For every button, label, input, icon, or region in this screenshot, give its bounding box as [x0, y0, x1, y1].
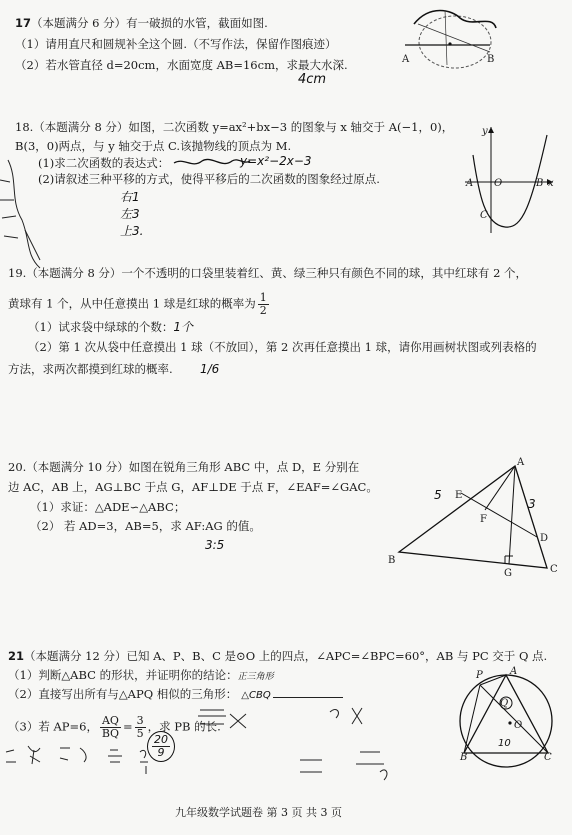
q21-line1: 21（本题满分 12 分）已知 A、P、B、C 是⊙O 上的四点，∠APC=∠BPC=60°，AB 与 PC 交于 Q 点.: [8, 649, 548, 663]
q17-number: 17: [15, 16, 32, 30]
q20-line4: （2） 若 AD=3，AB=5，求 AF:AG 的值。: [30, 519, 261, 533]
q20-fig-E: E: [455, 490, 463, 501]
q21-hand-shape: 正三角形: [237, 672, 274, 682]
q21-fig-A: A: [510, 666, 518, 677]
q21-hand-sim: △CBQ: [241, 690, 271, 701]
q21-answer-blank: [273, 697, 343, 698]
q18-hand-expression: y=x²−2x−3: [240, 154, 312, 168]
q20-fig-B: B: [388, 555, 396, 566]
q21-fig-Q: Q: [500, 698, 509, 709]
q18-fig-y: y: [482, 126, 488, 137]
q21-fig-C: C: [544, 752, 552, 763]
q20-fig-A: A: [517, 457, 525, 468]
margin-scribble: [0, 160, 50, 270]
q18-hand-1: 右1: [120, 190, 140, 204]
page-footer: 九年级数学试题卷 第 3 页 共 3 页: [175, 806, 342, 819]
q17-fig-label-B: B: [487, 54, 495, 65]
q18-fig-B: B: [536, 178, 544, 189]
q20-line2: 边 AC，AB 上，AG⊥BC 于点 G，AF⊥DE 于点 F，∠EAF=∠GAC。: [8, 480, 378, 494]
q21-fig-P: P: [476, 670, 483, 681]
q18-line2: B(3，0)两点，与 y 轴交于点 C.该抛物线的顶点为 M.: [15, 139, 292, 153]
q17-hand-answer: 4cm: [298, 72, 327, 87]
q21-line4: （3）若 AP=6， $\frac{AQ}{BQ}$ = $\frac{3}{5}$ ，求 PB 的长.: [8, 714, 221, 740]
q18-fig-O: O: [494, 178, 503, 189]
q18-line4: (2)请叙述三种平移的方式，使得平移后的二次函数的图象经过原点.: [38, 172, 380, 186]
q18-line3: (1)求二次函数的表达式：: [38, 156, 170, 170]
q19-line3: （1）试求袋中绿球的个数：1个: [28, 320, 193, 334]
q20-hand: 3:5: [205, 538, 225, 552]
q21-scratch-work: [0, 700, 420, 790]
q21-number: 21: [8, 649, 25, 663]
q19-line2: 黄球有 1 个，从中任意摸出 1 球是红球的概率为 $\frac{1}{2}$: [8, 291, 267, 317]
q18-scribble: [172, 156, 252, 170]
q20-line3: （1）求证：△ADE∽△ABC；: [30, 500, 186, 514]
q17-line2: （1）请用直尺和圆规补全这个圆.（不写作法，保留作图痕迹）: [15, 37, 337, 51]
q20-fig-G: G: [504, 568, 512, 579]
q20-fig-3: 3: [528, 497, 536, 511]
q17-fig-label-A: A: [402, 54, 410, 65]
q21-hand-answer: $\frac{20}{9}$: [147, 731, 175, 762]
q21-fig-B: B: [460, 752, 468, 763]
q18-fig-C: C: [480, 210, 488, 221]
q17-line1: 17（本题满分 6 分）有一破损的水管，截面如图.: [15, 16, 268, 30]
q19-line5: 方法，求两次都摸到红球的概率.: [8, 362, 173, 376]
q20-fig-D: D: [540, 533, 549, 544]
q18-hand-2: 左3: [120, 207, 140, 221]
q21-fraction-3-5: $\frac{3}{5}$: [136, 714, 144, 740]
q17-line3: （2）若水管直径 d=20cm，水面宽度 AB=16cm，求最大水深.: [15, 58, 348, 72]
q20-fig-5: 5: [434, 488, 442, 502]
q19-hand-5: 1/6: [200, 362, 220, 376]
q21-fraction-aq-bq: $\frac{AQ}{BQ}$: [101, 714, 119, 740]
q19-hand-3: 1个: [173, 320, 193, 334]
q21-line3: （2）直接写出所有与△APQ 相似的三角形： △CBQ: [8, 687, 343, 703]
q21-fig-O: O: [514, 720, 523, 731]
q20-fig-C: C: [550, 564, 558, 575]
q18-fig-x: x: [548, 178, 554, 189]
q18-fig-A: A: [466, 178, 474, 189]
q18-hand-3: 上3.: [120, 224, 144, 238]
q19-fraction: $\frac{1}{2}$: [259, 291, 267, 317]
q19-line4: （2）第 1 次从袋中任意摸出 1 球（不放回），第 2 次再任意摸出 1 球，请你用画树状图或列表格的: [28, 340, 537, 354]
q21-fig-10: 10: [498, 738, 511, 749]
q20-line1: 20.（本题满分 10 分）如图在锐角三角形 ABC 中，点 D，E 分别在: [8, 460, 360, 474]
q19-line1: 19.（本题满分 8 分）一个不透明的口袋里装着红、黄、绿三种只有颜色不同的球，其中红球有 2 个，: [8, 266, 528, 280]
q18-line1: 18.（本题满分 8 分）如图，二次函数 y=ax²+bx−3 的图象与 x 轴交于 A(−1，0)，: [15, 120, 454, 134]
q20-fig-F: F: [480, 514, 487, 525]
q21-line2: （1）判断△ABC 的形状，并证明你的结论：正三角形: [8, 668, 274, 682]
